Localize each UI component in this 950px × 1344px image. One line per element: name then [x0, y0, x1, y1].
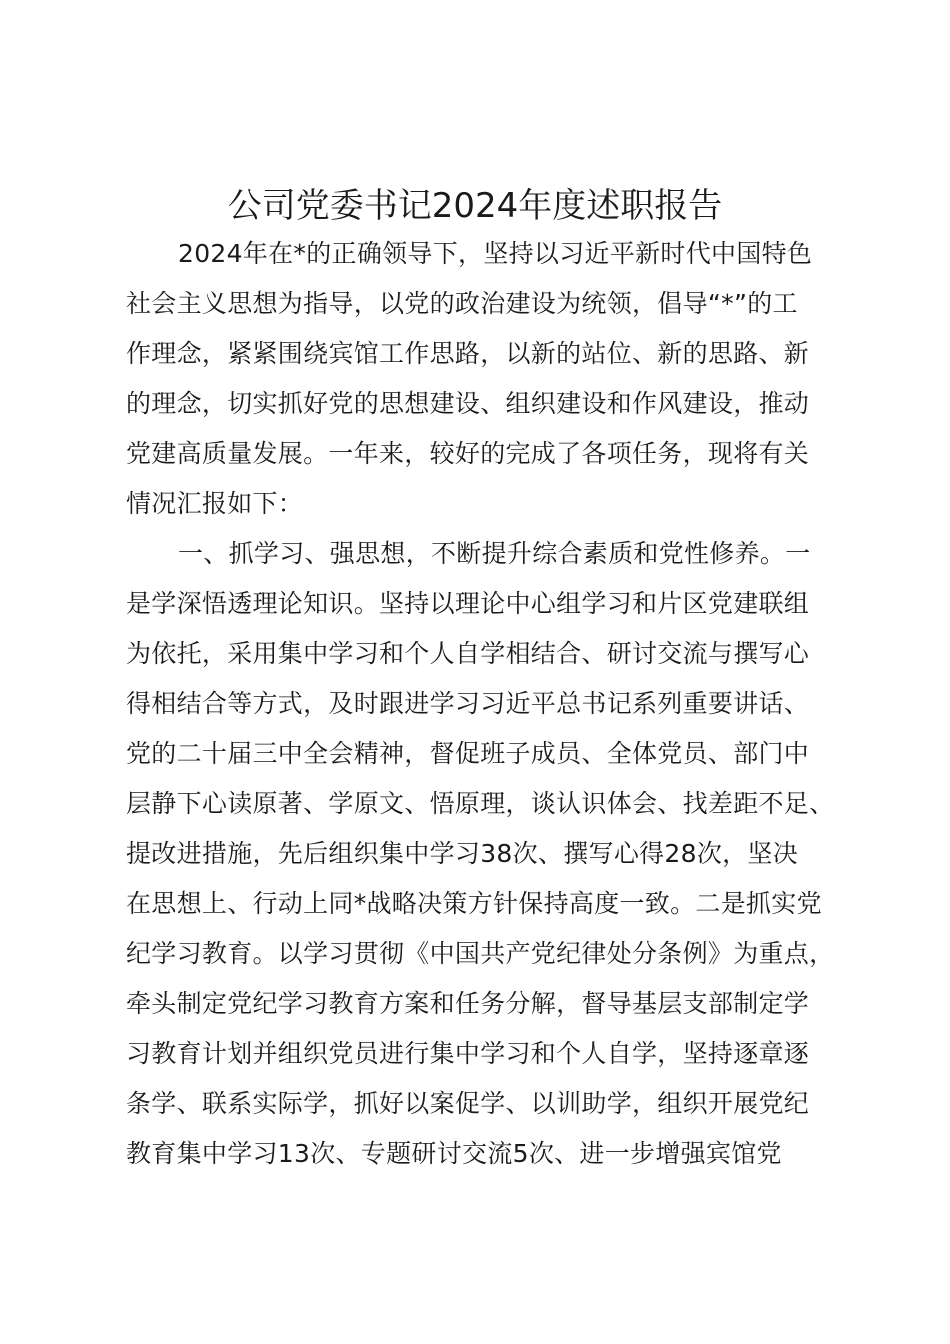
paragraph-line: 条学、联系实际学，抓好以案促学、以训助学，组织开展党纪: [126, 1089, 810, 1118]
paragraph-line: 为依托，采用集中学习和个人自学相结合、研讨交流与撰写心: [126, 639, 810, 668]
paragraph-line: 在思想上、行动上同*战略决策方针保持高度一致。二是抓实党: [126, 889, 822, 918]
paragraph-line: 作理念，紧紧围绕宾馆工作思路，以新的站位、新的思路、新: [126, 339, 810, 368]
paragraph-line: 2024年在*的正确领导下，坚持以习近平新时代中国特色: [178, 239, 813, 268]
document-title: 公司党委书记2024年度述职报告: [227, 186, 723, 226]
paragraph-line: 教育集中学习13次、专题研讨交流5次、进一步增强宾馆党: [126, 1139, 782, 1168]
paragraph-line: 社会主义思想为指导，以党的政治建设为统领，倡导“*”的工: [126, 289, 798, 318]
paragraph-line: 提改进措施，先后组织集中学习38次、撰写心得28次，坚决: [126, 839, 799, 868]
paragraph-line: 党的二十届三中全会精神，督促班子成员、全体党员、部门中: [126, 739, 810, 768]
paragraph-line: 得相结合等方式，及时跟进学习习近平总书记系列重要讲话、: [126, 689, 810, 718]
paragraph-line: 的理念，切实抓好党的思想建设、组织建设和作风建设，推动: [126, 389, 810, 418]
paragraph-line: 一、抓学习、强思想，不断提升综合素质和党性修养。一: [178, 539, 811, 568]
paragraph-line: 习教育计划并组织党员进行集中学习和个人自学，坚持逐章逐: [126, 1039, 810, 1068]
paragraph-line: 情况汇报如下：: [126, 489, 304, 518]
paragraph-line: 层静下心读原著、学原文、悟原理，谈认识体会、找差距不足、: [126, 789, 835, 818]
paragraph-line: 是学深悟透理论知识。坚持以理论中心组学习和片区党建联组: [126, 589, 810, 618]
paragraph-line: 牵头制定党纪学习教育方案和任务分解，督导基层支部制定学: [126, 989, 810, 1018]
paragraph-line: 党建高质量发展。一年来，较好的完成了各项任务，现将有关: [126, 439, 810, 468]
paragraph-line: 纪学习教育。以学习贯彻《中国共产党纪律处分条例》为重点，: [126, 939, 835, 968]
